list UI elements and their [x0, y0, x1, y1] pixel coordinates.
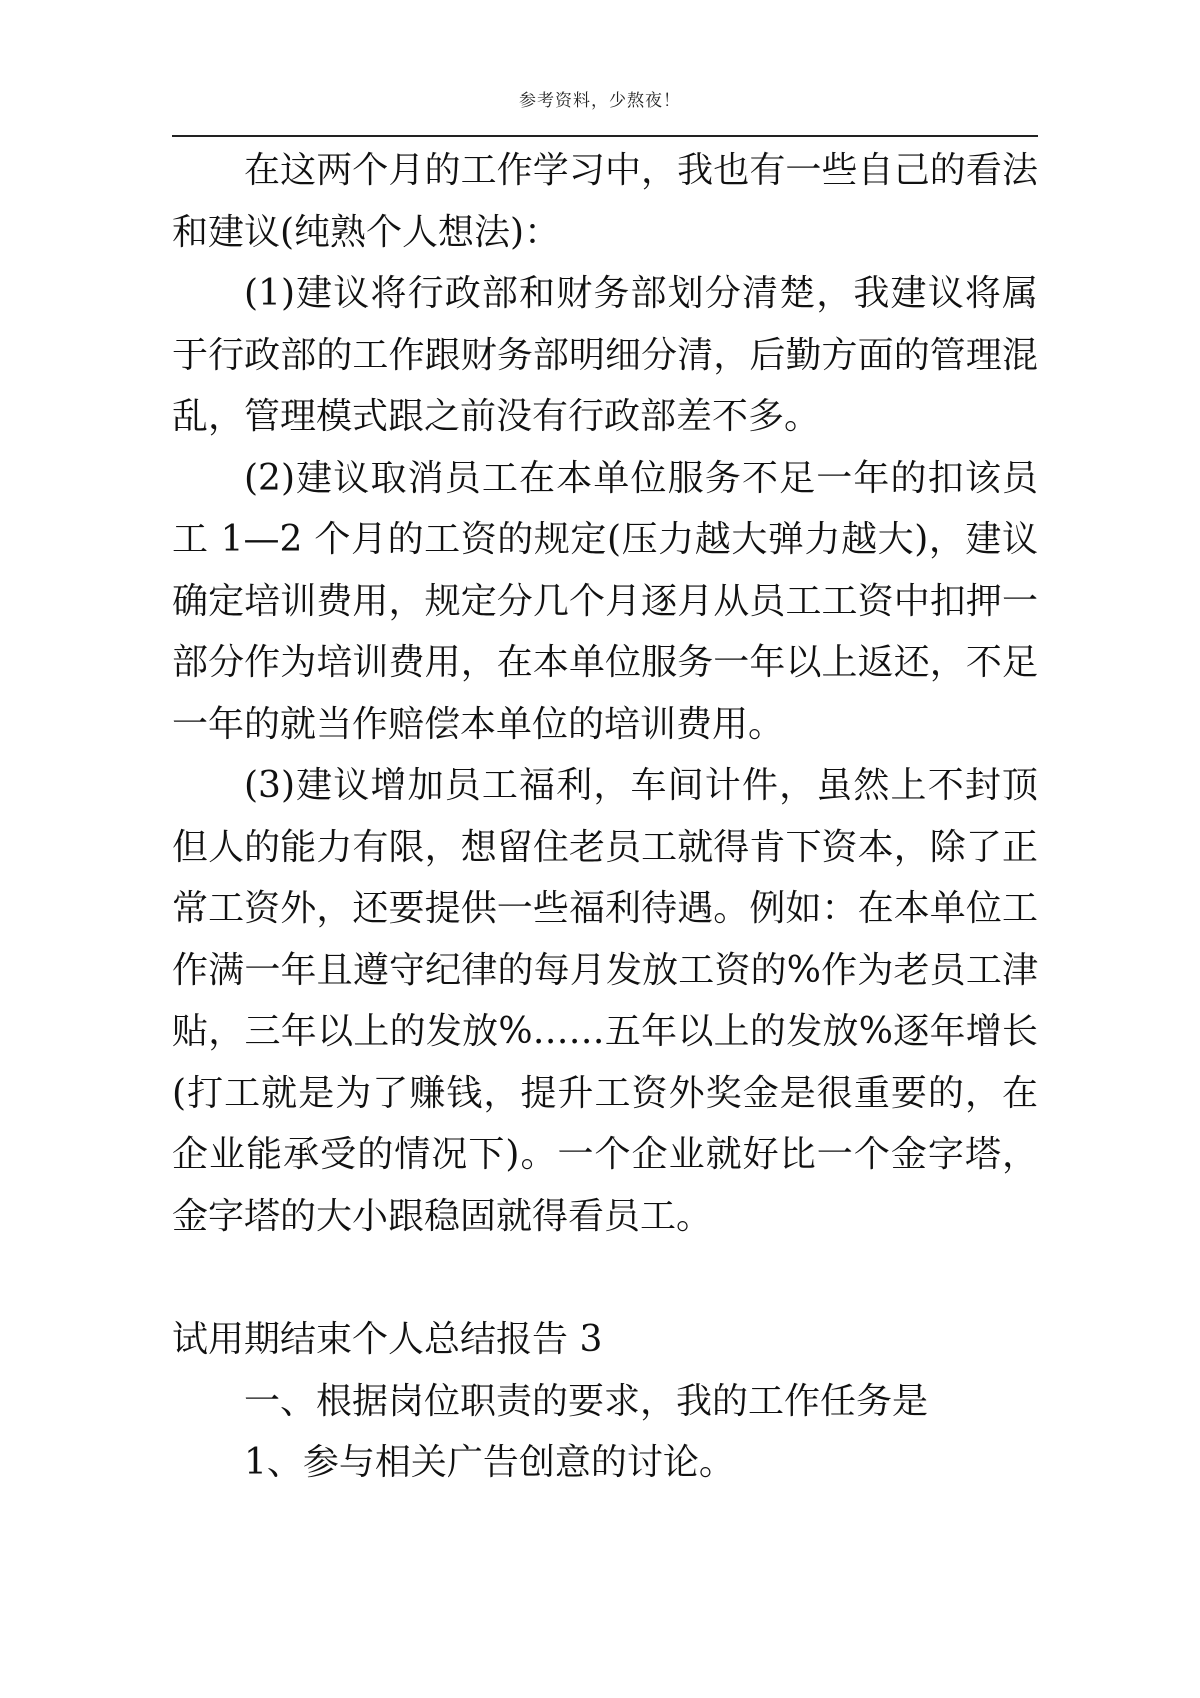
- paragraph-suggestion-1: (1)建议将行政部和财务部划分清楚，我建议将属于行政部的工作跟财务部明细分清，后勤方面的管理混乱，管理模式跟之前没有行政部差不多。: [172, 273, 1038, 437]
- document-body: [172, 140, 1038, 1494]
- paragraph-suggestion-3: (3)建议增加员工福利，车间计件，虽然上不封顶但人的能力有限，想留住老员工就得肯下资本，除了正常工资外，还要提供一些福利待遇。例如：在本单位工作满一年且遵守纪律的每月发放工资的%作为老员工津贴，三年以上的发放%……五年以上的发放%逐年增长(打工就是为了赚钱，提升工资外奖金是很重要的，在企业能承受的情况下)。一个企业就好比一个金字塔，金字塔的大小跟稳固就得看员工。: [172, 765, 1038, 1237]
- paragraph-intro: 在这两个月的工作学习中，我也有一些自己的看法和建议(纯熟个人想法)：: [172, 150, 1038, 253]
- section-title: 试用期结束个人总结报告 3: [172, 1319, 603, 1360]
- header-divider: [172, 135, 1038, 137]
- paragraph-suggestion-2: (2)建议取消员工在本单位服务不足一年的扣该员工 1—2 个月的工资的规定(压力越大弹力越大)，建议确定培训费用，规定分几个月逐月从员工工资中扣押一部分作为培训费用，在本单位服务一年以上返还，不足一年的就当作赔偿本单位的培训费用。: [172, 457, 1038, 745]
- section-paragraph-2: 1、参与相关广告创意的讨论。: [244, 1442, 735, 1483]
- section-paragraph-1: 一、根据岗位职责的要求，我的工作任务是: [244, 1380, 929, 1422]
- page-header: 参考资料，少熬夜！: [519, 91, 681, 111]
- section-gap: [172, 1247, 1038, 1309]
